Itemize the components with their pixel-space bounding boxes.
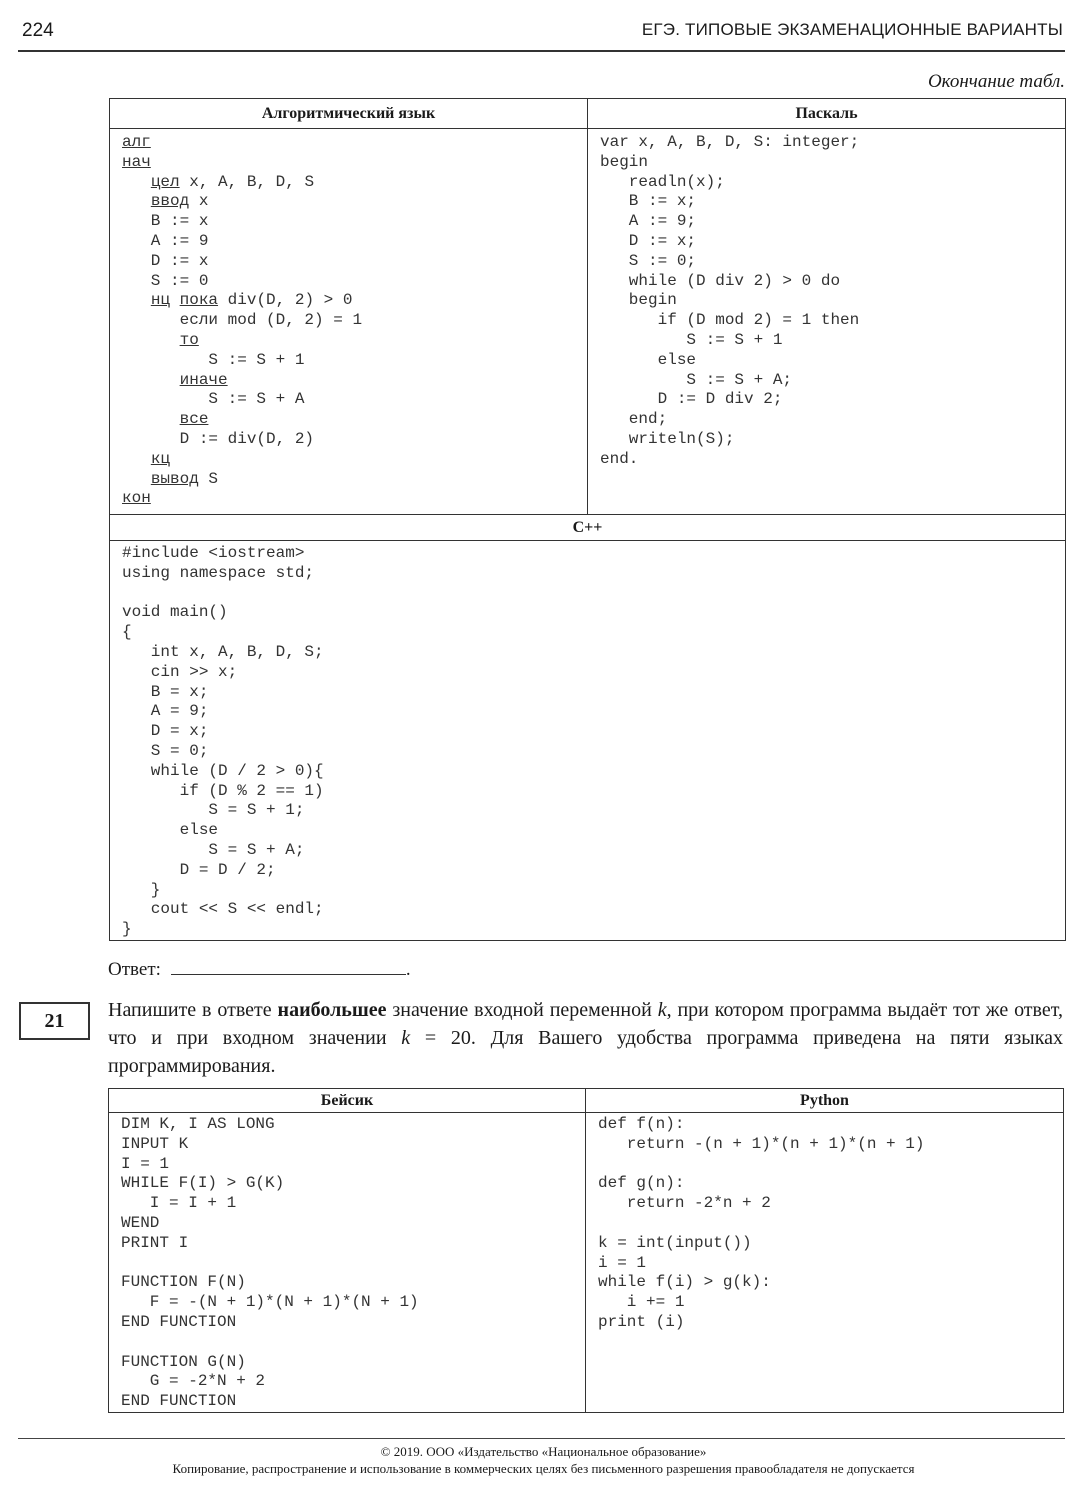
- column-header-basic: Бейсик: [109, 1089, 586, 1113]
- answer-field: [108, 958, 411, 981]
- header-divider: [18, 50, 1065, 52]
- page-number: 224: [22, 20, 54, 41]
- answer-period: .: [405, 959, 411, 980]
- footer-notice: Копирование, распространение и использование в коммерческих целях без письменного разрешения правообладателя не допускается: [172, 1461, 915, 1476]
- column-header-algorithmic-language: Алгоритмический язык: [110, 99, 588, 129]
- code-table-basic-python: [108, 1088, 1064, 1413]
- code-table-algorithm-pascal-cpp: [109, 98, 1066, 941]
- column-header-python: Python: [586, 1089, 1064, 1113]
- answer-blank-line: [171, 958, 406, 975]
- column-header-cpp: C++: [110, 515, 1066, 541]
- answer-label: Ответ:: [108, 959, 161, 980]
- code-cell-basic: [109, 1113, 586, 1413]
- variable-k: k: [657, 999, 667, 1021]
- table-continuation-note: Окончание табл.: [927, 71, 1065, 92]
- code-cell-algorithmic-language: [110, 129, 588, 515]
- task-number-box: 21: [19, 1002, 90, 1040]
- running-header-title: ЕГЭ. ТИПОВЫЕ ЭКЗАМЕНАЦИОННЫЕ ВАРИАНТЫ: [641, 20, 1063, 39]
- code-cell-python: [586, 1113, 1064, 1413]
- code-pascal: var x, A, B, D, S: integer; begin readln(x); B := x; A := 9; D := x; S := 0; while (D div 2) > 0 do begin if (D mod 2) = 1 then S := S + 1 else S := S + A; D := D div 2; end; writeln(S); end.: [600, 133, 860, 468]
- code-cell-cpp: [110, 541, 1066, 941]
- footer-copyright: © 2019. ООО «Издательство «Национальное образование»: [380, 1444, 707, 1459]
- code-python: def f(n): return -(n + 1)*(n + 1)*(n + 1) def g(n): return -2*n + 2 k = int(input()) i = 1 while f(i) > g(k): i += 1 print (i): [598, 1115, 925, 1331]
- code-cpp: #include <iostream> using namespace std; void main() { int x, A, B, D, S; cin >> x; B = x; A = 9; D = x; S = 0; while (D / 2 > 0){ if (D % 2 == 1) S = S + 1; else S = S + A; D = D / 2; } cout << S << endl; }: [122, 544, 324, 939]
- code-basic: DIM K, I AS LONG INPUT K I = 1 WHILE F(I) > G(K) I = I + 1 WEND PRINT I FUNCTION F(N) F = -(N + 1)*(N + 1)*(N + 1) END FUNCTION FUNCTION G(N) G = -2*N + 2 END FUNCTION: [121, 1115, 419, 1411]
- footer-divider: [18, 1438, 1065, 1439]
- code-algorithmic-language: алг нач цел x, A, B, D, S ввод x B := x A := 9 D := x S := 0 нц пока div(D, 2) > 0 если mod (D, 2) = 1 то S := S + 1 иначе S := S + A все D := div(D, 2) кц вывод S кон: [122, 133, 363, 508]
- column-header-pascal: Паскаль: [588, 99, 1066, 129]
- variable-k-second: k: [401, 1027, 411, 1049]
- task-21-text: Напишите в ответе наибольшее значение входной переменной k, при котором программа выдаёт тот же ответ, что и при входном значении k = 20. Для Вашего удобства программа приведена на пяти языках программирования.: [108, 999, 1063, 1077]
- code-cell-pascal: [588, 129, 1066, 515]
- emphasis-largest: наибольшее: [277, 999, 387, 1021]
